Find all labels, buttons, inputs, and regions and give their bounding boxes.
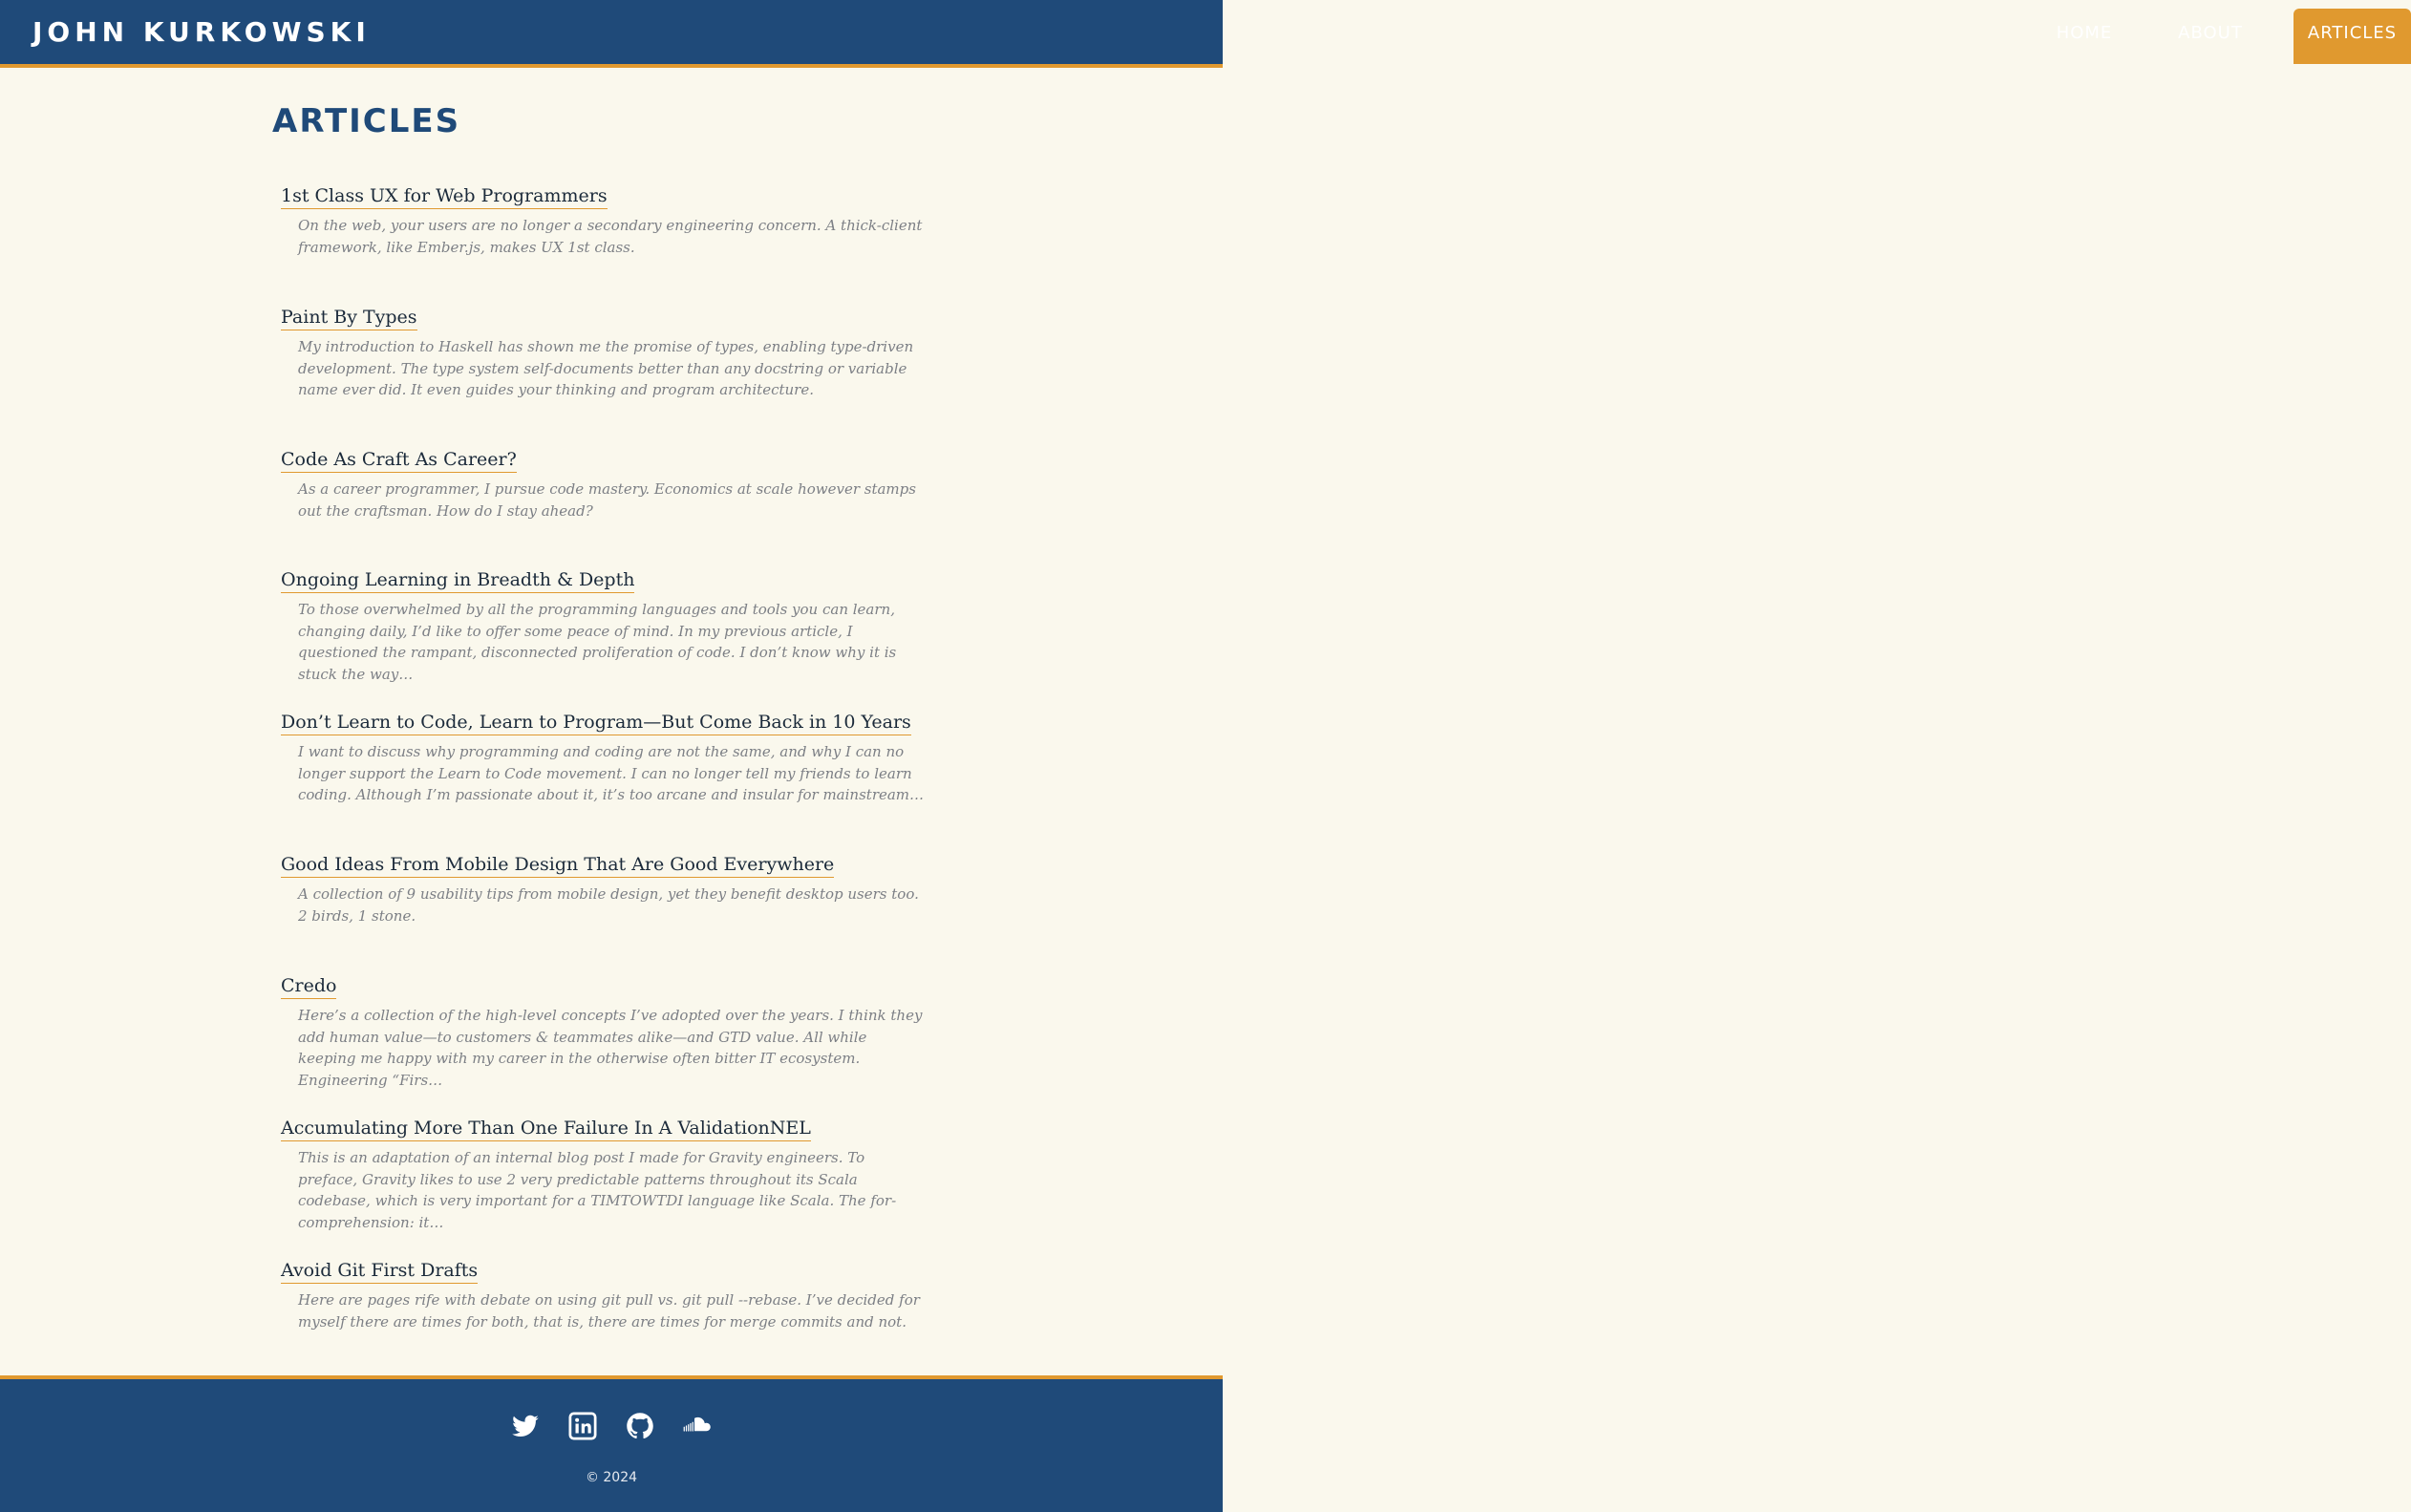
article-title-link[interactable]: Good Ideas From Mobile Design That Are Good Everywhere xyxy=(281,852,834,878)
article-item xyxy=(281,183,930,258)
article-summary: Here’s a collection of the high-level concepts I’ve adopted over the years. I think they add human value—to customers & teammates alike—and GTD value. All while keeping me happy with my career in the otherwise often bitter IT ecosystem. Engineering “Firs… xyxy=(298,1007,923,1089)
nav-about[interactable]: ABOUT xyxy=(2178,23,2243,43)
site-footer xyxy=(0,1375,1223,1512)
site-brand[interactable]: JOHN KURKOWSKI xyxy=(32,16,371,48)
article-summary: A collection of 9 usability tips from mobile design, yet they benefit desktop users too. 2 birds, 1 stone. xyxy=(298,885,919,925)
twitter-icon[interactable] xyxy=(511,1412,540,1440)
page-title: ARTICLES xyxy=(272,102,461,140)
article-summary: This is an adaptation of an internal blog post I made for Gravity engineers. To preface, Gravity likes to use 2 very predictable patterns throughout its Scala codebase, which is very important for a TIMTOWTDI language like Scala. The for-comprehension: it… xyxy=(298,1149,897,1231)
article-title-link[interactable]: Accumulating More Than One Failure In A ValidationNEL xyxy=(281,1116,811,1141)
article-item xyxy=(281,1258,930,1332)
article-title-link[interactable]: Ongoing Learning in Breadth & Depth xyxy=(281,567,634,593)
article-title-link[interactable]: Code As Craft As Career? xyxy=(281,447,517,473)
nav-articles-active[interactable]: ARTICLES xyxy=(2294,9,2411,64)
article-title-link[interactable]: Don’t Learn to Code, Learn to Program—But Come Back in 10 Years xyxy=(281,710,911,735)
linkedin-icon[interactable] xyxy=(568,1412,597,1440)
copyright-text: © 2024 xyxy=(585,1470,638,1485)
article-summary: As a career programmer, I pursue code mastery. Economics at scale however stamps out the craftsman. How do I stay ahead? xyxy=(298,480,916,520)
article-item xyxy=(281,447,930,522)
article-summary: To those overwhelmed by all the programming languages and tools you can learn, changing daily, I’d like to offer some peace of mind. In my previous article, I questioned the rampant, disconnected proliferation of code. I don’t know why it is stuck the way… xyxy=(298,601,897,683)
github-icon[interactable] xyxy=(626,1412,654,1440)
article-title-link[interactable]: Avoid Git First Drafts xyxy=(281,1258,478,1284)
article-summary: On the web, your users are no longer a secondary engineering concern. A thick-client framework, like Ember.js, makes UX 1st class. xyxy=(298,217,923,256)
article-title-link[interactable]: Paint By Types xyxy=(281,305,417,330)
article-title-link[interactable]: Credo xyxy=(281,973,336,999)
article-item xyxy=(281,710,930,806)
article-summary: I want to discuss why programming and coding are not the same, and why I can no longer support the Learn to Code movement. I can no longer tell my friends to learn coding. Although I’m passionate about it, it’s too arcane and insular for mainstream… xyxy=(298,743,925,803)
article-title-link[interactable]: 1st Class UX for Web Programmers xyxy=(281,183,608,209)
soundcloud-icon[interactable] xyxy=(683,1412,712,1440)
article-summary: Here are pages rife with debate on using git pull vs. git pull --rebase. I’ve decided for myself there are times for both, that is, there are times for merge commits and not. xyxy=(298,1291,920,1331)
article-summary: My introduction to Haskell has shown me the promise of types, enabling type-driven development. The type system self-documents better than any docstring or variable name ever did. It even guides your thinking and program architecture. xyxy=(298,338,914,398)
nav-home[interactable]: HOME xyxy=(2056,23,2113,43)
article-item xyxy=(281,567,930,685)
site-header xyxy=(0,0,2398,68)
article-item xyxy=(281,852,930,926)
article-item xyxy=(281,973,930,1091)
article-item xyxy=(281,305,930,401)
article-item xyxy=(281,1116,930,1233)
